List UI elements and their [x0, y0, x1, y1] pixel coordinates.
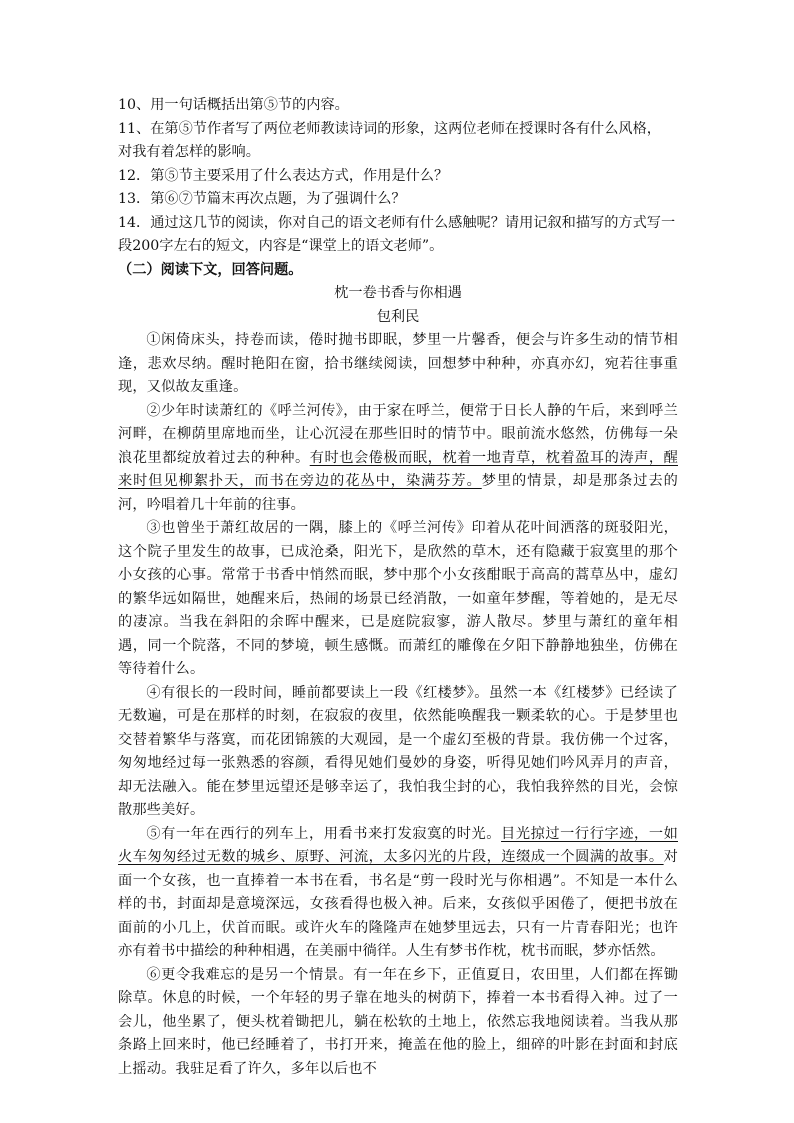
section-heading: （二）阅读下文，回答问题。 — [118, 261, 303, 278]
paragraph-4: ④有很长的一段时间，睡前都要读上一段《红楼梦》。虽然一本《红楼梦》已经读了无数遍，可是在那样的时刻，在寂寂的夜里，依然能唤醒我一颗柔软的心。于是梦里也交替着繁华与落寞，而花团锦簇的大观园，是一个虚幻至极的背景。我仿佛一个过客，匆匆地经过每一张熟悉的容颜，看得见她们曼妙的身姿，听得见她们吟风弄月的声音，却无法融入。能在梦里远望还是够幸运了，我怕我尘封的心，我怕我猝然的目光，会惊散那些美好。 — [118, 684, 678, 818]
article-title: 枕一卷书香与你相遇 — [334, 285, 462, 301]
paragraph-1: ①闲倚床头，持卷而读，倦时抛书即眠，梦里一片馨香，便会与许多生动的情节相逢，悲欢尽纳。醒时艳阳在窗，拾书继续阅读，回想梦中种种，亦真亦幻，宛若往事重现，又似故友重逢。 — [118, 332, 678, 395]
article-author: 包利民 — [376, 308, 420, 325]
paragraph-2 — [118, 400, 678, 518]
question-13: 13．第⑥⑦节篇末再次点题，为了强调什么？ — [118, 191, 406, 207]
question-10: 10、用一句话概括出第⑤节的内容。 — [118, 97, 349, 113]
paragraph-5-text-a: ⑤有一年在西行的列车上，用看书来打发寂寞的时光。 — [146, 825, 502, 842]
paragraph-2-underlined: 有时也会倦极而眠，枕着一地青草，枕着盈耳的涛声，醒来时但见柳絮扑天，而书在旁边的花丛中，染满芬芳。 — [118, 449, 678, 489]
paragraph-5-text-b: 对面一个女孩，也一直捧着一本书在看，书名是“剪一段时光与你相遇”。不知是一本什么样的书，封面却是意境深远，女孩看得也极入神。后来，女孩似乎困倦了，便把书放在面前的小几上，伏首而眠。或许火车的隆隆声在她梦里远去，只有一片青春阳光；也许亦有着书中描绘的种种相遇，在美丽中徜徉。人生有梦书作枕，枕书而眠，梦亦恬然。 — [118, 849, 678, 959]
question-14: 14．通过这几节的阅读，你对自己的语文老师有什么感触呢？请用记叙和描写的方式写一段200字左右的短文，内容是“课堂上的语文老师”。 — [118, 214, 676, 254]
question-12: 12．第⑤节主要采用了什么表达方式，作用是什么？ — [118, 167, 449, 184]
question-11: 11、在第⑤节作者写了两位老师教读诗词的形象，这两位老师在授课时各有什么风格， — [118, 120, 661, 137]
paragraph-5-underlined: 目光掠过一行行字迹，一如火车匆匆经过无数的城乡、原野、河流，太多闪光的片段，连缀成一个圆满的故事。 — [118, 825, 678, 865]
paragraph-3: ③也曾坐于萧红故居的一隅，膝上的《呼兰河传》印着从花叶间洒落的斑驳阳光，这个院子里发生的故事，已成沧桑，阳光下，是欣然的草木，还有隐藏于寂寞里的那个小女孩的心事。常常于书香中悄然而眠，梦中那个小女孩酣眠于高高的蒿草丛中，虚幻的繁华远如隔世，她醒来后，热闹的场景已经消散，一如童年梦醒，等着她的，是无尽的凄凉。当我在斜阳的余晖中醒来，已是庭院寂寥，游人散尽。梦里与萧红的童年相遇，同一个院落，不同的梦境，顿生感慨。而萧红的雕像在夕阳下静静地独坐，仿佛在等待着什么。 — [118, 520, 678, 677]
question-11-continued: 对我有着怎样的影响。 — [118, 144, 260, 160]
document-page — [118, 94, 678, 1081]
paragraph-2-text-b: 梦里的情景，却是那条过去的河，吟唱着几十年前的往事。 — [118, 473, 678, 513]
paragraph-5 — [118, 823, 678, 964]
paragraph-2-text-a: ②少年时读萧红的《呼兰河传》，由于家在呼兰，便常于日长人静的午后，来到呼兰河畔，在柳荫里席地而坐，让心沉浸在那些旧时的情节中。眼前流水悠然，仿佛每一朵浪花里都绽放着过去的种种。 — [118, 402, 678, 466]
paragraph-6: ⑥更令我难忘的是另一个情景。有一年在乡下，正值夏日，农田里，人们都在挥锄除草。休息的时候，一个年轻的男子靠在地头的树荫下，捧着一本书看得入神。过了一会儿，他坐累了，便头枕着锄把儿，躺在松软的土地上，依然忘我地阅读着。当我从那条路上回来时，他已经睡着了，书打开来，掩盖在他的脸上，细碎的叶影在封面和封底上摇动。我驻足看了许久，多年以后也不 — [118, 966, 678, 1077]
